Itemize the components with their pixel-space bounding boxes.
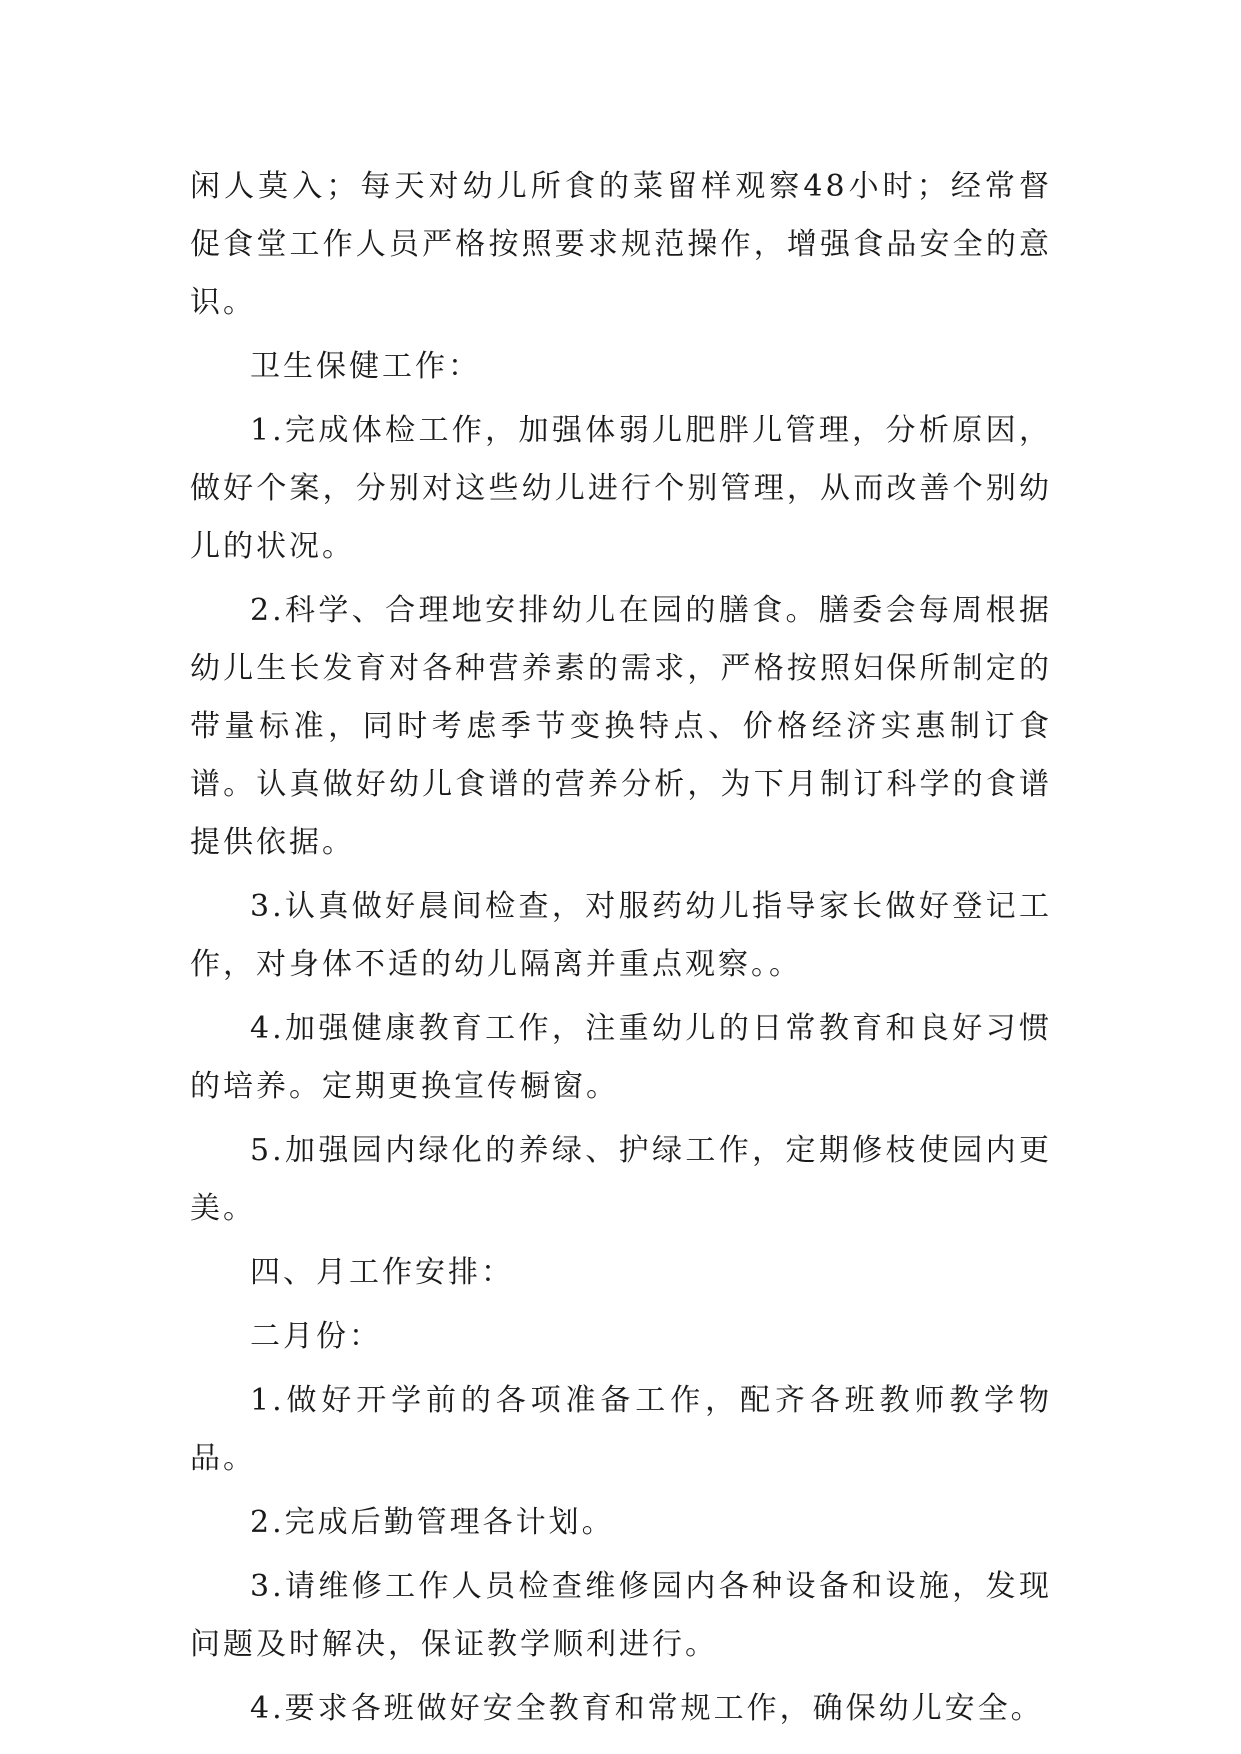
paragraph-health-item-2: 2.科学、合理地安排幼儿在园的膳食。膳委会每周根据幼儿生长发育对各种营养素的需求，严格按照妇保所制定的带量标准，同时考虑季节变换特点、价格经济实惠制订食谱。认真做好幼儿食谱的营养分析，为下月制订科学的食谱提供依据。	[190, 593, 1052, 860]
paragraph-health-item-5: 5.加强园内绿化的养绿、护绿工作，定期修枝使园内更美。	[190, 1133, 1052, 1226]
paragraph-february-item-4: 4.要求各班做好安全教育和常规工作，确保幼儿安全。	[250, 1691, 1044, 1726]
paragraph-food-safety: 闲人莫入；每天对幼儿所食的菜留样观察48小时；经常督促食堂工作人员严格按照要求规范操作，增强食品安全的意识。	[190, 169, 1052, 320]
document-body	[190, 158, 1052, 1744]
paragraph-february-item-1: 1.做好开学前的各项准备工作，配齐各班教师教学物品。	[190, 1383, 1052, 1476]
paragraph-health-item-3: 3.认真做好晨间检查，对服药幼儿指导家长做好登记工作，对身体不适的幼儿隔离并重点观察。。	[190, 889, 1052, 982]
paragraph-february-item-3: 3.请维修工作人员检查维修园内各种设备和设施，发现问题及时解决，保证教学顺利进行。	[190, 1569, 1052, 1662]
heading-monthly-schedule: 四、月工作安排：	[250, 1255, 514, 1290]
paragraph-health-item-4: 4.加强健康教育工作，注重幼儿的日常教育和良好习惯的培养。定期更换宣传橱窗。	[190, 1011, 1052, 1104]
heading-health-care: 卫生保健工作：	[250, 349, 481, 384]
paragraph-health-item-1: 1.完成体检工作，加强体弱儿肥胖儿管理，分析原因，做好个案，分别对这些幼儿进行个别管理，从而改善个别幼儿的状况。	[190, 413, 1052, 564]
paragraph-february-item-2: 2.完成后勤管理各计划。	[250, 1505, 615, 1540]
heading-february: 二月份：	[250, 1319, 382, 1354]
